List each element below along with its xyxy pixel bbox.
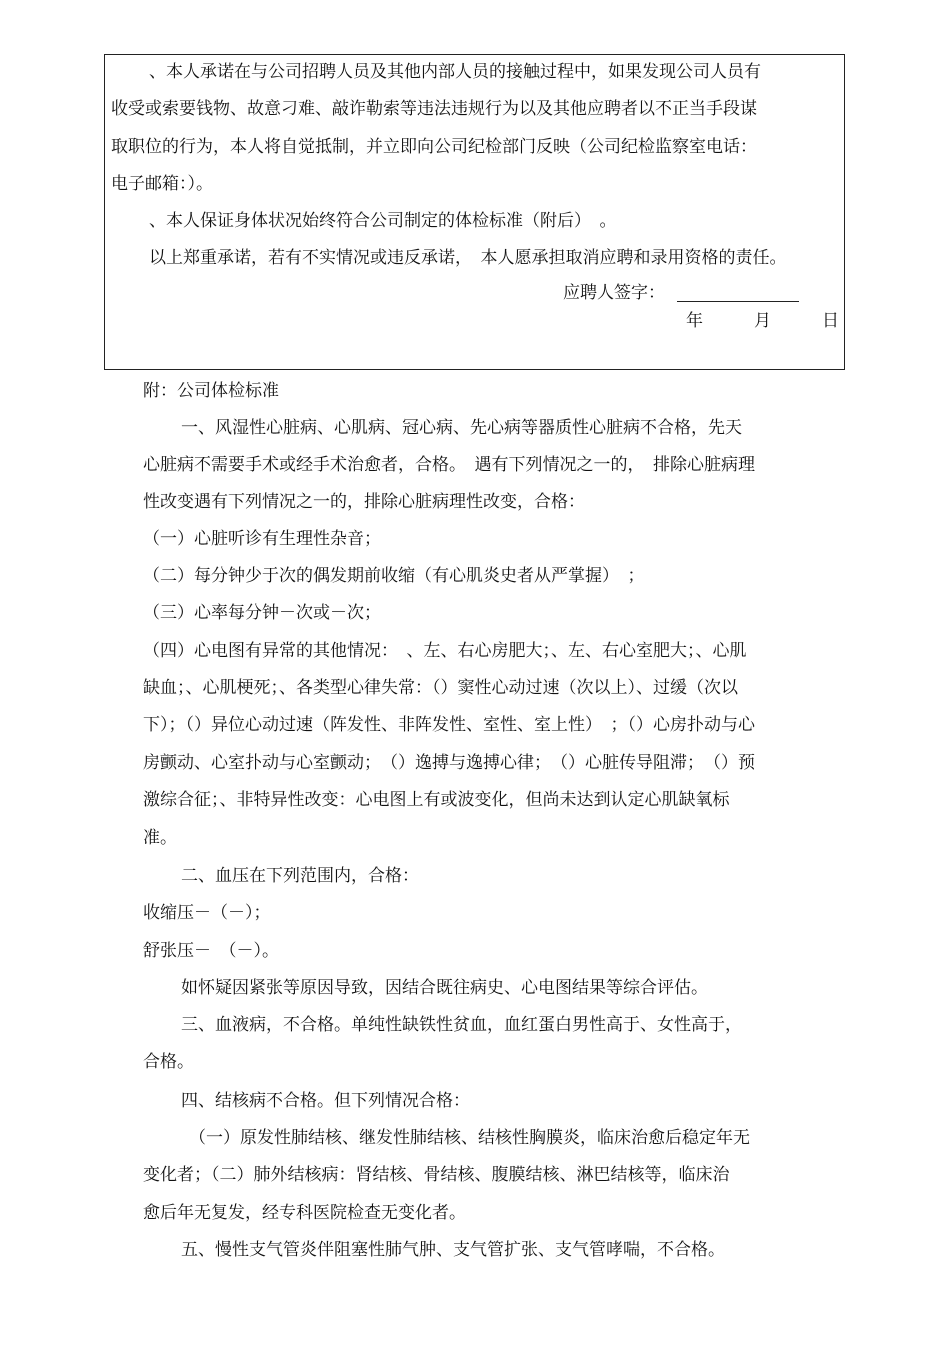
pledge-statement: 以上郑重承诺，若有不实情况或违反承诺， 本人愿承担取消应聘和录用资格的责任。 — [149, 248, 787, 268]
date-month-label: 月 — [754, 311, 771, 331]
tuberculosis-item-1: （一）原发性肺结核、继发性肺结核、结核性胸膜炎，临床治愈后稳定年无 — [189, 1128, 750, 1148]
tuberculosis-item-cont: 变化者；（二）肺外结核病：肾结核、骨结核、腹膜结核、淋巴结核等，临床治 — [143, 1165, 730, 1185]
heart-item-4: （四）心电图有异常的其他情况： 、左、右心房肥大；、左、右心室肥大；、心肌 — [143, 641, 747, 661]
heart-item-1: （一）心脏听诊有生理性杂音； — [143, 529, 381, 549]
heart-item-4-cont: 激综合征；、非特异性改变：心电图上有或波变化，但尚未达到认定心肌缺氧标 — [143, 790, 730, 810]
appendix-title: 附：公司体检标准 — [143, 381, 279, 401]
signature-line — [677, 301, 799, 302]
heart-item-4-cont: 下）；（）异位心动过速（阵发性、非阵发性、室性、室上性） ；（）心房扑动与心 — [143, 715, 755, 735]
section-blood-pressure: 二、血压在下列范围内，合格： — [181, 866, 419, 886]
heart-item-2: （二）每分钟少于次的偶发期前收缩（有心肌炎史者从严掌握） ； — [143, 566, 645, 586]
pledge-item-health: 、本人保证身体状况始终符合公司制定的体检标准（附后） 。 — [149, 211, 617, 231]
heart-item-4-cont: 准。 — [143, 828, 177, 848]
signature-label: 应聘人签字： — [563, 283, 665, 303]
heart-item-3: （三）心率每分钟－次或－次； — [143, 603, 381, 623]
heart-item-4-cont: 缺血；、心肌梗死；、各类型心律失常：（）窦性心动过速（次以上）、过缓（次以 — [143, 678, 738, 698]
section-respiratory: 五、慢性支气管炎伴阻塞性肺气肿、支气管扩张、支气管哮喘，不合格。 — [181, 1240, 725, 1260]
diastolic-range: 舒张压－ （－）。 — [143, 941, 279, 961]
pledge-item-integrity-cont: 取职位的行为，本人将自觉抵制，并立即向公司纪检部门反映（公司纪检监察室电话： — [111, 137, 757, 157]
date-year-label: 年 — [686, 311, 703, 331]
tuberculosis-item-cont: 愈后年无复发，经专科医院检查无变化者。 — [143, 1203, 466, 1223]
section-heart-cont: 心脏病不需要手术或经手术治愈者，合格。 遇有下列情况之一的， 排除心脏病理 — [143, 455, 755, 475]
heart-item-4-cont: 房颤动、心室扑动与心室颤动； （）逸搏与逸搏心律； （）心脏传导阻滞； （）预 — [143, 753, 755, 773]
pledge-item-integrity-cont: 收受或索要钱物、故意刁难、敲诈勒索等违法违规行为以及其他应聘者以不正当手段谋 — [111, 99, 757, 119]
blood-pressure-note: 如怀疑因紧张等原因导致，因结合既往病史、心电图结果等综合评估。 — [181, 978, 708, 998]
pledge-item-integrity-cont: 电子邮箱：）。 — [111, 174, 213, 194]
section-tuberculosis: 四、结核病不合格。但下列情况合格： — [181, 1091, 470, 1111]
section-blood-disease: 三、血液病，不合格。单纯性缺铁性贫血，血红蛋白男性高于、女性高于， — [181, 1015, 742, 1035]
pledge-item-integrity: 、本人承诺在与公司招聘人员及其他内部人员的接触过程中，如果发现公司人员有 — [149, 62, 761, 82]
section-heart: 一、风湿性心脏病、心肌病、冠心病、先心病等器质性心脏病不合格，先天 — [181, 418, 742, 438]
systolic-range: 收缩压－（－）； — [143, 903, 271, 923]
date-day-label: 日 — [822, 311, 839, 331]
section-heart-cont: 性改变遇有下列情况之一的，排除心脏病理性改变，合格： — [143, 492, 585, 512]
section-blood-disease-cont: 合格。 — [143, 1052, 194, 1072]
